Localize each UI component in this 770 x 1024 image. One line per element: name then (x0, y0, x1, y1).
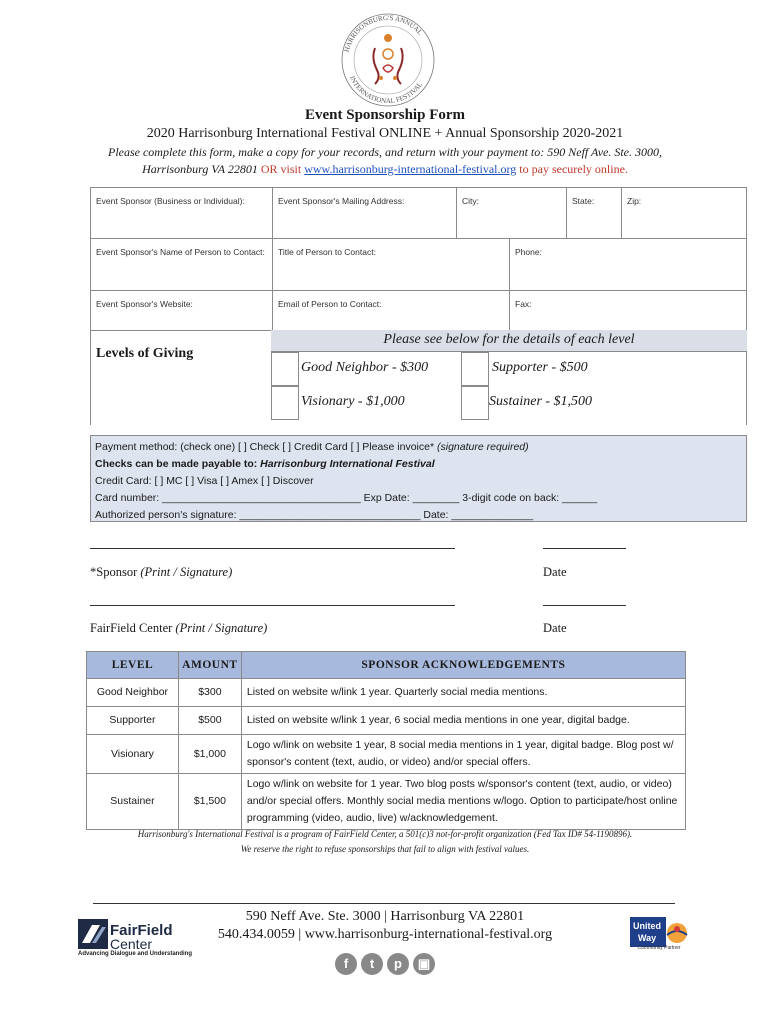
authorized-signature-line[interactable]: Authorized person's signature: _______________________________ Date: ______________ (95, 509, 534, 521)
row-acknowledgement: Listed on website w/link 1 year. Quarterly social media mentions. (241, 679, 685, 707)
checkbox-supporter[interactable] (461, 352, 489, 386)
field-label: Event Sponsor's Website: (96, 299, 193, 309)
sponsor-signature-line[interactable] (90, 548, 455, 549)
field-label: Phone: (515, 247, 542, 257)
fairfield-label: FairField Center (90, 621, 173, 635)
field-website[interactable] (91, 291, 273, 331)
pinterest-icon[interactable]: p (387, 953, 409, 975)
fairfield-date-label: Date (543, 621, 567, 635)
field-phone[interactable] (510, 239, 747, 291)
ff-name-2: Center (110, 936, 153, 952)
header-level: LEVEL (87, 652, 179, 679)
field-zip[interactable] (622, 188, 747, 239)
row-acknowledgement: Logo w/link on website 1 year, 8 social media mentions in 1 year, digital badge. Blog post w/ sponsor's content (text, audio, or video) and/or special offers. (241, 735, 685, 774)
field-email[interactable] (273, 291, 510, 331)
card-number-line[interactable]: Card number: __________________________________ Exp Date: ________ 3-digit code on back: ______ (95, 492, 598, 504)
header-acknowledgements: SPONSOR ACKNOWLEDGEMENTS (241, 652, 685, 679)
facebook-icon[interactable]: f (335, 953, 357, 975)
instagram-icon[interactable]: ▣ (413, 953, 435, 975)
row-level: Supporter (87, 707, 179, 735)
checks-payable-text: Checks can be made payable to: (95, 458, 258, 470)
form-subtitle: 2020 Harrisonburg International Festival ONLINE + Annual Sponsorship 2020-2021 (146, 126, 624, 141)
contact-line[interactable]: 540.434.0059 | www.harrisonburg-international-festival.org (217, 927, 553, 942)
table-row (87, 774, 686, 830)
levels-label: Levels of Giving (96, 346, 194, 361)
field-label: Fax: (515, 299, 532, 309)
instructions-pay: to pay securely online. (519, 162, 628, 176)
row-amount: $500 (178, 707, 241, 735)
checks-payable-line (95, 456, 742, 473)
header-amount: AMOUNT (178, 652, 241, 679)
row-acknowledgement: Logo w/link on website for 1 year. Two blog posts w/sponsor's content (text, audio, or video) and/or special offers. Monthly social media mentions w/logo. Option to participate/host online programming (video, audio, live) w/acknowledgement. (241, 774, 685, 830)
instructions-or: OR visit (260, 162, 302, 176)
united-way-caption: Community Partner (637, 945, 681, 951)
row-level: Visionary (87, 735, 179, 774)
row-level: Good Neighbor (87, 679, 179, 707)
field-contact-title[interactable] (273, 239, 510, 291)
field-label: Event Sponsor (Business or Individual): (96, 196, 245, 206)
table-row (87, 735, 686, 774)
footnote-line-2: We reserve the right to refuse sponsorships that fail to align with festival values. (240, 844, 530, 854)
sponsor-date-line[interactable] (543, 548, 626, 549)
credit-card-type-line[interactable]: Credit Card: [ ] MC [ ] Visa [ ] Amex [ ] Discover (95, 475, 314, 487)
instructions-text: Please complete this form, make a copy for your records, and return with your payment to: 590 Neff Ave. Ste. 3000, Harrisonburg VA 22801 (107, 145, 662, 176)
levels-banner: Please see below for the details of each level (271, 330, 747, 352)
address-line: 590 Neff Ave. Ste. 3000 | Harrisonburg VA 22801 (245, 909, 525, 924)
field-label: Event Sponsor's Mailing Address: (278, 196, 405, 206)
footnote-line-1: Harrisonburg's International Festival is a program of FairField Center, a 501(c)3 not-for-profit organization (Fed Tax ID# 54-1190896). (137, 829, 633, 839)
level-sustainer: Sustainer - $1,500 (489, 394, 593, 409)
payment-section (90, 435, 747, 522)
footer-divider (93, 903, 675, 904)
uw-name-1: United (633, 921, 661, 931)
sponsor-signature-label (90, 565, 232, 580)
fairfield-signature-line[interactable] (90, 605, 455, 606)
field-label: City: (462, 196, 479, 206)
table-header-row (87, 652, 686, 679)
fairfield-date-line[interactable] (543, 605, 626, 606)
instructions (80, 144, 690, 178)
table-row (87, 679, 686, 707)
field-mailing-address[interactable] (273, 188, 457, 239)
payment-method-line[interactable] (95, 439, 742, 456)
uw-name-2: Way (638, 933, 657, 943)
sponsor-hint: (Print / Signature) (140, 565, 233, 579)
checkbox-sustainer[interactable] (461, 386, 489, 420)
field-state[interactable] (567, 188, 622, 239)
field-event-sponsor[interactable] (91, 188, 273, 239)
sponsor-label: *Sponsor (90, 565, 138, 579)
festival-seal-logo (333, 8, 443, 108)
footnote (0, 827, 770, 857)
svg-text:HARRISONBURG'S ANNUAL: HARRISONBURG'S ANNUAL (342, 13, 425, 54)
field-label: Email of Person to Contact: (278, 299, 382, 309)
sponsor-acknowledgements-table (86, 651, 686, 830)
payment-method-text: Payment method: (check one) [ ] Check [ ] Credit Card [ ] Please invoice* (95, 441, 435, 453)
signature-required-note: (signature required) (437, 441, 529, 453)
checkbox-good-neighbor[interactable] (271, 352, 299, 386)
svg-text:INTERNATIONAL FESTIVAL: INTERNATIONAL FESTIVAL (348, 74, 425, 106)
row-acknowledgement: Listed on website w/link 1 year, 6 social media mentions in one year, digital badge. (241, 707, 685, 735)
ff-name-1: FairField (110, 922, 173, 939)
row-level: Sustainer (87, 774, 179, 830)
field-label: Title of Person to Contact: (278, 247, 376, 257)
sponsor-info-grid (90, 187, 747, 331)
field-fax[interactable] (510, 291, 747, 331)
row-amount: $1,500 (178, 774, 241, 830)
form-title: Event Sponsorship Form (304, 107, 466, 123)
table-row (87, 707, 686, 735)
level-good-neighbor: Good Neighbor - $300 (301, 360, 429, 375)
website-link[interactable]: www.harrisonburg-international-festival.org (304, 162, 517, 176)
field-label: Zip: (627, 196, 642, 206)
fairfield-signature-label (90, 621, 267, 636)
field-city[interactable] (457, 188, 567, 239)
field-contact-name[interactable] (91, 239, 273, 291)
fairfield-tagline: Advancing Dialogue and Understanding (78, 951, 193, 957)
sponsor-date-label: Date (543, 565, 567, 579)
row-amount: $1,000 (178, 735, 241, 774)
twitter-icon[interactable]: t (361, 953, 383, 975)
level-supporter: Supporter - $500 (492, 360, 588, 375)
level-visionary: Visionary - $1,000 (301, 394, 405, 409)
row-amount: $300 (178, 679, 241, 707)
fairfield-hint: (Print / Signature) (175, 621, 268, 635)
payee-name: Harrisonburg International Festival (260, 458, 435, 470)
field-label: State: (572, 196, 595, 206)
field-label: Event Sponsor's Name of Person to Contact: (96, 247, 265, 257)
checkbox-visionary[interactable] (271, 386, 299, 420)
